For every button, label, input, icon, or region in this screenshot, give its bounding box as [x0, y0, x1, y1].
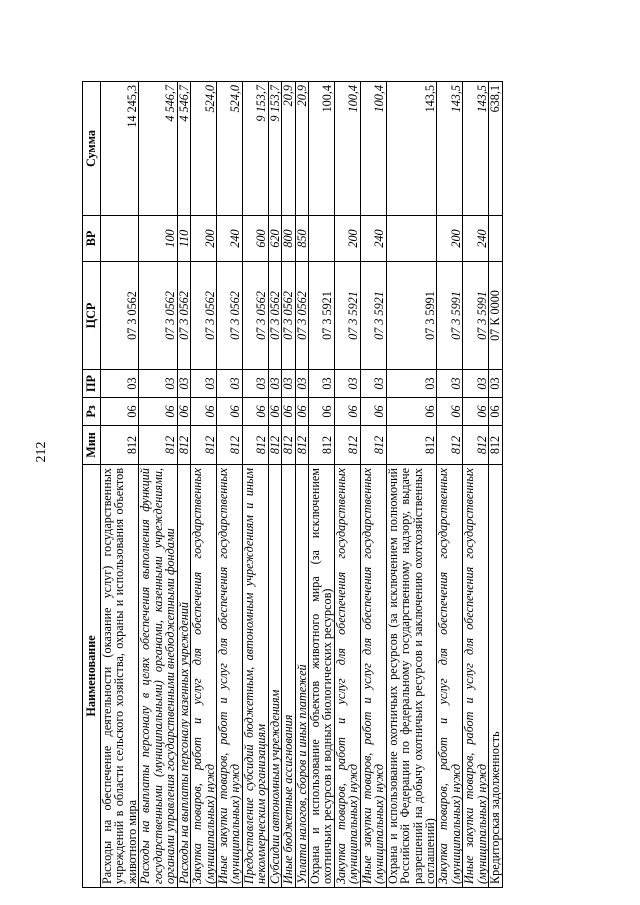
cell-sum: 100,4	[334, 82, 360, 216]
table-row	[282, 82, 295, 888]
table-row	[191, 82, 217, 888]
cell-sum: 524,0	[191, 82, 217, 216]
budget-table	[82, 81, 503, 888]
cell-sum: 20,9	[295, 82, 308, 216]
cell-vr: 200	[191, 216, 217, 262]
cell-name: Расходы на выплаты персоналу в целях обеспечения выполнения функций государственными (муниципальными) органами, казенными учреждениями, органами управления государственными внебюджетными фондами	[139, 465, 177, 888]
cell-csr: 07 3 5991	[386, 262, 437, 370]
cell-vr	[309, 216, 335, 262]
table-row	[489, 82, 502, 888]
cell-vr: 240	[216, 216, 242, 262]
cell-pr: 03	[309, 370, 335, 398]
cell-csr: 07 3 0562	[216, 262, 242, 370]
cell-sum: 524,0	[216, 82, 242, 216]
header-pr: ПР	[83, 370, 101, 398]
table-row	[437, 82, 463, 888]
cell-csr: 07 К 0000	[489, 262, 502, 370]
cell-pr: 03	[177, 370, 190, 398]
cell-pr: 03	[282, 370, 295, 398]
cell-pr: 03	[489, 370, 502, 398]
cell-name: Субсидии автономным учреждениям	[268, 465, 281, 888]
cell-min: 812	[295, 426, 308, 465]
cell-rz: 06	[268, 398, 281, 426]
cell-min: 812	[101, 426, 139, 465]
cell-csr: 07 3 5991	[463, 262, 489, 370]
cell-csr: 07 3 5991	[437, 262, 463, 370]
cell-csr: 07 3 0562	[295, 262, 308, 370]
cell-rz: 06	[334, 398, 360, 426]
cell-min: 812	[334, 426, 360, 465]
cell-name: Кредиторская задолженность	[489, 465, 502, 888]
cell-name: Закупка товаров, работ и услуг для обеспечения государственных (муниципальных) нужд	[334, 465, 360, 888]
table-row	[177, 82, 190, 888]
cell-pr: 03	[101, 370, 139, 398]
cell-vr: 110	[177, 216, 190, 262]
cell-rz: 06	[177, 398, 190, 426]
cell-min: 812	[268, 426, 281, 465]
cell-min: 812	[139, 426, 177, 465]
cell-sum: 14 245,3	[101, 82, 139, 216]
table-row	[463, 82, 489, 888]
table-row	[386, 82, 437, 888]
cell-rz: 06	[463, 398, 489, 426]
cell-sum: 100,4	[360, 82, 386, 216]
cell-min: 812	[309, 426, 335, 465]
table-row	[268, 82, 281, 888]
cell-rz: 06	[216, 398, 242, 426]
cell-vr: 100	[139, 216, 177, 262]
table-row	[242, 82, 268, 888]
cell-pr: 03	[139, 370, 177, 398]
cell-rz: 06	[191, 398, 217, 426]
cell-pr: 03	[334, 370, 360, 398]
cell-min: 812	[386, 426, 437, 465]
cell-rz: 06	[295, 398, 308, 426]
cell-sum: 143,5	[437, 82, 463, 216]
cell-name: Иные закупки товаров, работ и услуг для обеспечения государственных (муниципальных) нужд	[360, 465, 386, 888]
cell-min: 812	[360, 426, 386, 465]
cell-min: 812	[216, 426, 242, 465]
cell-pr: 03	[360, 370, 386, 398]
cell-name: Расходы на выплаты персоналу казенных учреждений	[177, 465, 190, 888]
table-row	[295, 82, 308, 888]
cell-min: 812	[489, 426, 502, 465]
cell-rz: 06	[282, 398, 295, 426]
header-name: Наименование	[83, 465, 101, 888]
cell-name: Закупка товаров, работ и услуг для обеспечения государственных (муниципальных) нужд	[437, 465, 463, 888]
cell-rz: 06	[437, 398, 463, 426]
header-min: Мин	[83, 426, 101, 465]
cell-name: Охрана и использование охотничьих ресурсов (за исключением полномочий Российской Федерации по федеральному государственному надзору, выдаче разрешений на добычу охотничьих ресурсов и заключению охотхозяйственных соглашений)	[386, 465, 437, 888]
cell-name: Расходы на обеспечение деятельности (оказание услуг) государственных учреждений в области сельского хозяйства, охраны и использования объектов животного мира	[101, 465, 139, 888]
cell-name: Иные закупки товаров, работ и услуг для обеспечения государственных (муниципальных) нужд	[463, 465, 489, 888]
cell-csr: 07 3 0562	[268, 262, 281, 370]
cell-sum: 143,5	[386, 82, 437, 216]
cell-vr	[101, 216, 139, 262]
cell-vr	[489, 216, 502, 262]
cell-vr: 240	[360, 216, 386, 262]
cell-min: 812	[242, 426, 268, 465]
cell-vr: 800	[282, 216, 295, 262]
cell-name: Иные бюджетные ассигнования	[282, 465, 295, 888]
header-csr: ЦСР	[83, 262, 101, 370]
cell-sum: 20,9	[282, 82, 295, 216]
cell-rz: 06	[139, 398, 177, 426]
cell-pr: 03	[216, 370, 242, 398]
cell-csr: 07 3 0562	[139, 262, 177, 370]
header-vr: ВР	[83, 216, 101, 262]
table-body	[101, 82, 503, 888]
page-number: 212	[34, 441, 49, 463]
table-row	[216, 82, 242, 888]
cell-vr: 620	[268, 216, 281, 262]
table-row	[139, 82, 177, 888]
table-row	[334, 82, 360, 888]
cell-csr: 07 3 0562	[191, 262, 217, 370]
cell-rz: 06	[360, 398, 386, 426]
cell-sum: 100,4	[309, 82, 335, 216]
cell-rz: 06	[489, 398, 502, 426]
cell-min: 812	[282, 426, 295, 465]
cell-csr: 07 3 5921	[334, 262, 360, 370]
header-sum: Сумма	[83, 82, 101, 216]
cell-sum: 4 546,7	[139, 82, 177, 216]
cell-pr: 03	[268, 370, 281, 398]
cell-sum: 9 153,7	[268, 82, 281, 216]
table-header-row	[83, 82, 101, 888]
cell-csr: 07 3 0562	[101, 262, 139, 370]
cell-csr: 07 3 0562	[242, 262, 268, 370]
cell-vr: 240	[463, 216, 489, 262]
cell-rz: 06	[242, 398, 268, 426]
cell-pr: 03	[295, 370, 308, 398]
cell-sum: 143,5	[463, 82, 489, 216]
table-row	[309, 82, 335, 888]
cell-name: Закупка товаров, работ и услуг для обеспечения государственных (муниципальных) нужд	[191, 465, 217, 888]
cell-sum: 4 546,7	[177, 82, 190, 216]
cell-min: 812	[437, 426, 463, 465]
cell-min: 812	[191, 426, 217, 465]
cell-pr: 03	[242, 370, 268, 398]
cell-vr: 200	[334, 216, 360, 262]
cell-name: Охрана и использование объектов животного мира (за исключением охотничьих ресурсов и водных биологических ресурсов)	[309, 465, 335, 888]
cell-csr: 07 3 5921	[309, 262, 335, 370]
cell-pr: 03	[437, 370, 463, 398]
cell-min: 812	[463, 426, 489, 465]
cell-vr	[386, 216, 437, 262]
cell-rz: 06	[386, 398, 437, 426]
rotated-table-container	[82, 82, 560, 888]
cell-vr: 200	[437, 216, 463, 262]
cell-sum: 638,1	[489, 82, 502, 216]
cell-csr: 07 3 0562	[177, 262, 190, 370]
cell-csr: 07 3 5921	[360, 262, 386, 370]
cell-rz: 06	[309, 398, 335, 426]
cell-min: 812	[177, 426, 190, 465]
cell-name: Предоставление субсидий бюджетным, автономным учреждениям и иным некоммерческим организациям	[242, 465, 268, 888]
cell-pr: 03	[191, 370, 217, 398]
cell-pr: 03	[386, 370, 437, 398]
cell-csr: 07 3 0562	[282, 262, 295, 370]
cell-sum: 9 153,7	[242, 82, 268, 216]
cell-rz: 06	[101, 398, 139, 426]
table-row	[360, 82, 386, 888]
header-rz: Рз	[83, 398, 101, 426]
cell-name: Уплата налогов, сборов и иных платежей	[295, 465, 308, 888]
cell-name: Иные закупки товаров, работ и услуг для обеспечения государственных (муниципальных) нужд	[216, 465, 242, 888]
table-row	[101, 82, 139, 888]
cell-vr: 600	[242, 216, 268, 262]
cell-pr: 03	[463, 370, 489, 398]
cell-vr: 850	[295, 216, 308, 262]
